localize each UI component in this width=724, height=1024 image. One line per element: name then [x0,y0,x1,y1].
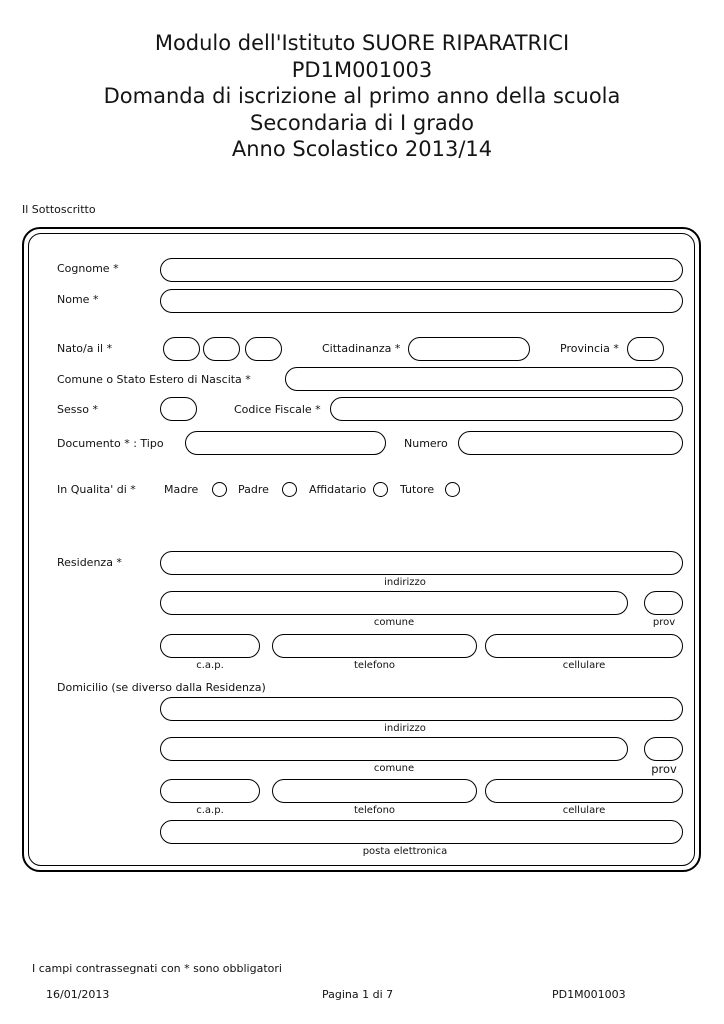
page-title [0,30,724,163]
footer-date: 16/01/2013 [46,988,110,1001]
domicilio-cap-caption: c.a.p. [196,805,224,816]
domicilio-indirizzo-input[interactable] [160,697,683,721]
provincia-input[interactable] [627,337,664,361]
qualita-option-padre-label: Padre [238,483,269,496]
documento-numero-label: Numero [404,437,448,450]
residenza-telefono-input[interactable] [272,634,477,658]
nato-mese-input[interactable] [203,337,240,361]
footer-page-number: Pagina 1 di 7 [322,988,394,1001]
domicilio-telefono-caption: telefono [353,805,396,816]
residenza-cellulare-input[interactable] [485,634,683,658]
nato-anno-input[interactable] [245,337,282,361]
domicilio-telefono-input[interactable] [272,779,477,803]
domicilio-prov-caption: prov [651,762,677,776]
residenza-prov-input[interactable] [644,591,683,615]
domicilio-prov-input[interactable] [644,737,683,761]
residenza-comune-caption: comune [373,617,415,628]
residenza-comune-input[interactable] [160,591,628,615]
domicilio-cap-input[interactable] [160,779,260,803]
codice-fiscale-input[interactable] [330,397,683,421]
form-box [22,227,701,872]
domicilio-cellulare-input[interactable] [485,779,683,803]
cittadinanza-label: Cittadinanza * [322,342,401,355]
posta-elettronica-input[interactable] [160,820,683,844]
posta-elettronica-caption: posta elettronica [362,846,448,857]
qualita-option-tutore-label: Tutore [400,483,435,496]
cognome-input[interactable] [160,258,683,282]
sesso-input[interactable] [160,397,197,421]
il-sottoscritto-label: Il Sottoscritto [22,203,96,216]
domicilio-label: Domicilio (se diverso dalla Residenza) [57,681,266,694]
domicilio-cellulare-caption: cellulare [562,805,606,816]
residenza-label: Residenza * [57,556,122,569]
required-fields-note: I campi contrassegnati con * sono obbligatori [32,962,282,975]
title-line-4: Secondaria di I grado [250,110,474,135]
domicilio-comune-input[interactable] [160,737,628,761]
codice-fiscale-label: Codice Fiscale * [234,403,321,416]
residenza-telefono-caption: telefono [353,660,396,671]
provincia-label: Provincia * [560,342,619,355]
documento-numero-input[interactable] [458,431,683,455]
residenza-cap-input[interactable] [160,634,260,658]
cognome-label: Cognome * [57,262,119,275]
documento-tipo-label: Documento * : Tipo [57,437,164,450]
qualita-label: In Qualita' di * [57,483,136,496]
residenza-cellulare-caption: cellulare [562,660,606,671]
documento-tipo-input[interactable] [185,431,386,455]
residenza-indirizzo-caption: indirizzo [384,577,426,588]
cittadinanza-input[interactable] [408,337,530,361]
title-line-2: PD1M001003 [291,57,433,82]
qualita-radio-affidatario[interactable] [373,482,388,497]
qualita-option-madre-label: Madre [164,483,199,496]
domicilio-indirizzo-caption: indirizzo [384,723,426,734]
sesso-label: Sesso * [57,403,98,416]
footer-form-code: PD1M001003 [552,988,626,1001]
qualita-radio-padre[interactable] [282,482,297,497]
nato-giorno-input[interactable] [163,337,200,361]
nato-label: Nato/a il * [57,342,113,355]
nome-label: Nome * [57,293,99,306]
residenza-prov-caption: prov [652,617,676,628]
title-line-1: Modulo dell'Istituto SUORE RIPARATRICI [154,31,570,55]
title-line-5: Anno Scolastico 2013/14 [231,137,493,161]
qualita-option-affidatario-label: Affidatario [309,483,367,496]
qualita-radio-tutore[interactable] [445,482,460,497]
nome-input[interactable] [160,289,683,313]
residenza-indirizzo-input[interactable] [160,551,683,575]
title-line-3: Domanda di iscrizione al primo anno della scuola [103,84,621,108]
comune-nascita-label: Comune o Stato Estero di Nascita * [57,373,251,386]
residenza-cap-caption: c.a.p. [196,660,224,671]
qualita-radio-madre[interactable] [212,482,227,497]
comune-nascita-input[interactable] [285,367,683,391]
domicilio-comune-caption: comune [373,763,415,774]
